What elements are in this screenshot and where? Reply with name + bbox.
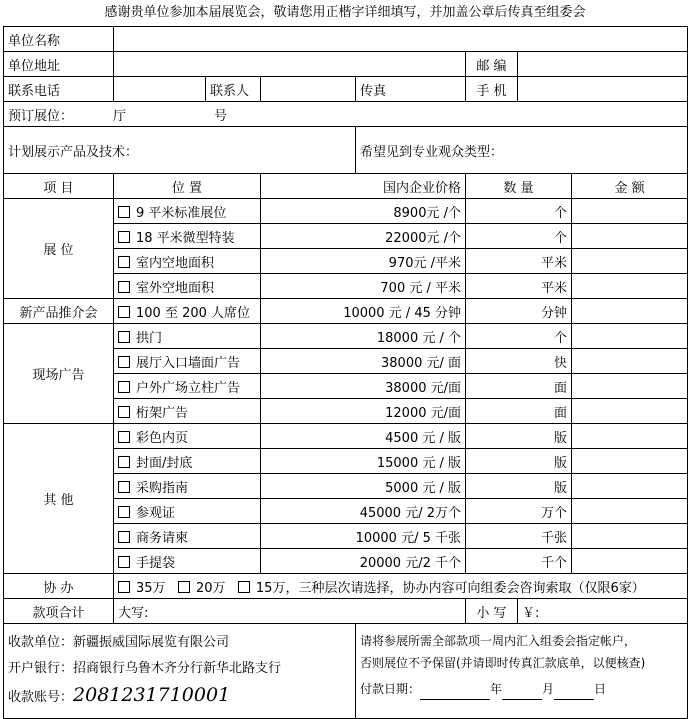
phone-field[interactable] [114, 77, 206, 102]
form-table [3, 26, 688, 719]
checkbox[interactable] [118, 206, 130, 218]
qty-field[interactable]: 版 [466, 449, 572, 474]
price: 22000元 /个 [261, 224, 466, 249]
option-label: 室外空地面积 [136, 280, 215, 296]
mobile-label: 手 机 [466, 77, 518, 102]
option-label: 室内空地面积 [136, 255, 215, 271]
qty-field[interactable]: 分钟 [466, 299, 572, 324]
col-amount: 金 额 [572, 174, 688, 199]
unit-name-field[interactable] [114, 27, 688, 52]
form-notice: 感谢贵单位参加本届展览会，敬请您用正楷字详细填写，并加盖公章后传真至组委会 [104, 5, 586, 20]
phone-label: 联系电话 [4, 77, 114, 102]
fax-label: 传真 [360, 83, 387, 99]
booth-booking-row[interactable] [4, 102, 688, 127]
unit-name-label: 单位名称 [4, 27, 114, 52]
option-row[interactable] [114, 549, 261, 574]
month-field[interactable] [502, 699, 542, 700]
qty-field[interactable]: 面 [466, 374, 572, 399]
total-upper-label: 大写: [118, 605, 149, 621]
col-item: 项 目 [4, 174, 114, 199]
col-position: 位 置 [114, 174, 261, 199]
option-label: 拱门 [136, 330, 163, 346]
payee: 收款单位：新疆振威国际展览有限公司 [8, 635, 230, 650]
checkbox[interactable] [118, 406, 130, 418]
amount-field[interactable] [572, 424, 688, 449]
amount-field[interactable] [572, 249, 688, 274]
qty-field[interactable]: 平米 [466, 249, 572, 274]
option-label: 9 平米标准展位 [136, 205, 227, 221]
checkbox-assist-b[interactable] [178, 581, 190, 593]
option-row[interactable] [114, 474, 261, 499]
amount-field[interactable] [572, 399, 688, 424]
pay-date-label: 付款日期： [360, 682, 421, 696]
group-other: 其 他 [4, 424, 114, 574]
checkbox[interactable] [118, 356, 130, 368]
assist-options [114, 574, 688, 599]
price: 15000 元 / 版 [261, 449, 466, 474]
qty-field[interactable]: 版 [466, 424, 572, 449]
price: 20000 元/2 千个 [261, 549, 466, 574]
year-field[interactable] [420, 699, 490, 700]
option-row[interactable] [114, 399, 261, 424]
option-label: 100 至 200 人席位 [136, 305, 251, 321]
assist-option-b: 20万 [195, 580, 226, 596]
option-row[interactable] [114, 249, 261, 274]
note-line-2: 否则展位不予保留(并请即时传真汇款底单，以便核查) [360, 656, 646, 670]
option-label: 封面/封底 [136, 455, 193, 471]
price: 12000 元/面 [261, 399, 466, 424]
price: 5000 元 / 版 [261, 474, 466, 499]
price: 10000 元 / 45 分钟 [261, 299, 466, 324]
hall-label: 厅 [113, 108, 127, 124]
option-row[interactable] [114, 499, 261, 524]
group-assist: 协 办 [4, 574, 114, 599]
amount-field[interactable] [572, 199, 688, 224]
postcode-field[interactable] [518, 52, 688, 77]
checkbox[interactable] [118, 481, 130, 493]
total-yen-label: ￥: [522, 605, 540, 621]
day-field[interactable] [554, 699, 594, 700]
option-row[interactable] [114, 374, 261, 399]
amount-field[interactable] [572, 549, 688, 574]
qty-field[interactable]: 平米 [466, 274, 572, 299]
option-row[interactable] [114, 274, 261, 299]
total-lower-field[interactable] [518, 599, 688, 624]
option-row[interactable] [114, 299, 261, 324]
note-line-1: 请将参展所需全部款项一周内汇入组委会指定帐户， [360, 634, 637, 648]
option-row[interactable] [114, 449, 261, 474]
qty-field[interactable]: 个 [466, 224, 572, 249]
year-label: 年 [490, 682, 503, 696]
audience-field[interactable] [356, 127, 688, 174]
amount-field[interactable] [572, 349, 688, 374]
option-row[interactable] [114, 224, 261, 249]
payment-note [356, 624, 688, 719]
pay-date-row[interactable] [360, 678, 683, 700]
qty-field[interactable]: 千个 [466, 549, 572, 574]
col-qty: 数 量 [466, 174, 572, 199]
price: 4500 元 / 版 [261, 424, 466, 449]
price: 700 元 / 平米 [261, 274, 466, 299]
month-label: 月 [542, 682, 555, 696]
option-label: 参观证 [136, 505, 176, 521]
amount-field[interactable] [572, 374, 688, 399]
option-label: 采购指南 [136, 480, 189, 496]
amount-field[interactable] [572, 224, 688, 249]
option-label: 桁架广告 [136, 405, 189, 421]
assist-option-c: 15万，三种层次请选择，协办内容可向组委会咨询索取（仅限6家） [255, 580, 645, 596]
checkbox[interactable] [118, 556, 130, 568]
option-label: 户外广场立柱广告 [136, 380, 241, 396]
group-total: 款项合计 [4, 599, 114, 624]
total-upper-field[interactable] [114, 599, 466, 624]
checkbox[interactable] [118, 381, 130, 393]
option-row[interactable] [114, 524, 261, 549]
mobile-field[interactable] [518, 77, 688, 102]
unit-address-field[interactable] [114, 52, 466, 77]
option-row[interactable] [114, 199, 261, 224]
checkbox[interactable] [118, 506, 130, 518]
option-row[interactable] [114, 349, 261, 374]
checkbox[interactable] [118, 306, 130, 318]
bank: 开户银行：招商银行乌鲁木齐分行新华北路支行 [8, 661, 282, 676]
assist-option-a: 35万 [136, 580, 166, 596]
products-label: 计划展示产品及技术： [8, 144, 139, 160]
amount-field[interactable] [572, 299, 688, 324]
checkbox[interactable] [118, 456, 130, 468]
group-launch: 新产品推介会 [4, 299, 114, 324]
option-row[interactable] [114, 324, 261, 349]
qty-field[interactable]: 千张 [466, 524, 572, 549]
amount-field[interactable] [572, 499, 688, 524]
checkbox-assist-a[interactable] [118, 581, 130, 593]
contact-label: 联系人 [206, 77, 261, 102]
price: 38000 元/ 面 [261, 349, 466, 374]
fax-field-cell[interactable] [356, 77, 466, 102]
checkbox[interactable] [118, 281, 130, 293]
account-number: 2081231710001 [73, 684, 231, 706]
audience-label: 希望见到专业观众类型： [360, 144, 504, 160]
contact-field[interactable] [261, 77, 356, 102]
price: 38000 元/面 [261, 374, 466, 399]
amount-field[interactable] [572, 274, 688, 299]
qty-field[interactable]: 个 [466, 324, 572, 349]
amount-field[interactable] [572, 449, 688, 474]
option-label: 商务请柬 [136, 530, 189, 546]
option-label: 18 平米微型特装 [136, 230, 235, 246]
qty-field[interactable]: 个 [466, 199, 572, 224]
amount-field[interactable] [572, 324, 688, 349]
option-label: 手提袋 [136, 555, 176, 571]
option-label: 展厅入口墙面广告 [136, 355, 241, 371]
account-label: 收款账号： [8, 690, 74, 705]
checkbox[interactable] [118, 231, 130, 243]
qty-field[interactable]: 快 [466, 349, 572, 374]
amount-field[interactable] [572, 524, 688, 549]
number-label: 号 [214, 108, 228, 124]
checkbox[interactable] [118, 256, 130, 268]
price: 970元 /平米 [261, 249, 466, 274]
products-field[interactable] [4, 127, 356, 174]
checkbox[interactable] [118, 331, 130, 343]
option-label: 彩色内页 [136, 430, 189, 446]
total-lower-label: 小 写 [466, 599, 518, 624]
option-row[interactable] [114, 424, 261, 449]
group-ads: 现场广告 [4, 324, 114, 424]
payment-info [4, 624, 356, 719]
price: 8900元 /个 [261, 199, 466, 224]
price: 10000 元/ 5 千张 [261, 524, 466, 549]
qty-field[interactable]: 版 [466, 474, 572, 499]
price: 45000 元/ 2万个 [261, 499, 466, 524]
postcode-label: 邮 编 [466, 52, 518, 77]
qty-field[interactable]: 面 [466, 399, 572, 424]
checkbox-assist-c[interactable] [238, 581, 250, 593]
col-price: 国内企业价格 [261, 174, 466, 199]
amount-field[interactable] [572, 474, 688, 499]
qty-field[interactable]: 万个 [466, 499, 572, 524]
group-booth: 展 位 [4, 199, 114, 299]
account-row [8, 682, 351, 711]
price: 18000 元 / 个 [261, 324, 466, 349]
unit-address-label: 单位地址 [4, 52, 114, 77]
checkbox[interactable] [118, 431, 130, 443]
checkbox[interactable] [118, 531, 130, 543]
day-label: 日 [594, 682, 607, 696]
booth-label: 预订展位： [8, 108, 74, 124]
